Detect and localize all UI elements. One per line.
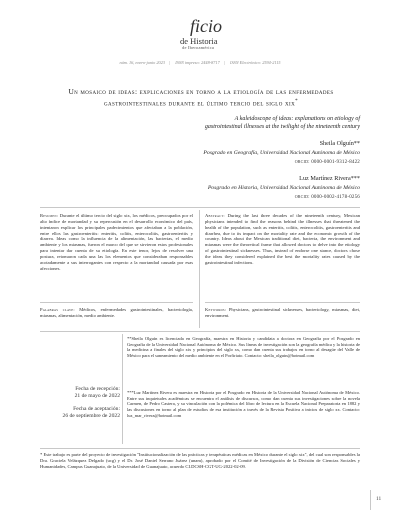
author-orcid: orcid: 0000-0001-9312-8422 <box>294 160 360 165</box>
resumen-text: Durante el último tercio del siglo xix, los médicos, preocupados por el alto índice de mortandad y su repercusión en el desarrollo económico del país, intentaron explicar los principales padecimientos que afectaban a la población, entre ellos las gastroenteritis: enteritis, colitis, enterocolitis, gastroenteritis y diarrea. Ideas como la influencia de la alimentación, las bacterias, el medio ambiente y los miasmas, fueron el marco del que se sirvieron estos profesionales para intentar dar cuenta de su etiología. En este tenor, lejos de resolver una postura, retomaron cada una las los elementos que consideraban responsables acotadamente a sus interrogantes con respecto a la mortandad causada por esas afecciones. <box>40 213 193 271</box>
accepted-date: 26 de septiembre de 2022 <box>62 413 120 419</box>
article-title-en: A kaleidoscope of ideas: explanations on etiology of gastrointestinal illnesses at the twilight of the nineteenth century <box>204 116 360 130</box>
resumen-label: Resumen: <box>40 213 59 218</box>
author-name: Luz Martínez Rivera*** <box>299 175 360 182</box>
logo-main-text: de Historia <box>180 36 218 46</box>
palabras-label: Palabras clave: <box>40 307 75 312</box>
author-bio-2: ***Luz Martínez Rivera es maestra en Historia por el Posgrado en Historia de la Universidad Nacional Autónoma de México. Entre sus inquietudes académicas se encuentra el análisis de discursos, como dan cuenta sus investigaciones sobre la novela Carmen, de Pedro Castera, y su vinculación con la polémica del libro de lectura en la Escuela Nacional Preparatoria en 1882 y las discusiones en torno al plan de estudios de esa institución a través de la Revista Positiva a inicios de siglo xx. Contacto: luz_mar_rivera@hotmail.com <box>127 390 360 418</box>
title-footnote-mark: * <box>295 99 298 104</box>
author-block-2 <box>208 175 360 200</box>
logo-sub-text: de Iberoamérica <box>182 45 215 50</box>
issue-info: núm. 16, enero-junio 2023 <box>119 60 165 65</box>
author-affiliation: Posgrado en Geografía, Universidad Nacional Autónoma de México <box>203 150 360 156</box>
resumen-block <box>40 213 193 271</box>
accepted-label: Fecha de aceptación: <box>73 406 120 412</box>
rule-top <box>40 207 360 208</box>
author-orcid: orcid: 0000-0002-4178-0256 <box>294 195 360 200</box>
received-block <box>40 386 120 400</box>
rule-keywords-left <box>40 302 193 303</box>
keywords-text: Physicians, gastrointestinal sicknesses, bacteriology, miasmas, diet, environment. <box>205 307 360 318</box>
abstract-label: Abstract: <box>205 213 225 218</box>
author-block-1 <box>203 140 360 165</box>
abstract-block <box>205 213 360 266</box>
issn-online: ISSN Electrónico: 2594-2115 <box>230 60 281 65</box>
palabras-clave-block <box>40 307 193 319</box>
issn-print: ISSN impreso: 2448-8717 <box>175 60 220 65</box>
abstract-text: During the last three decades of the nineteenth century, Mexican physicians intended to find the reasons behind the illnesses that threatened the health of the population, such as enteritis, colitis, enterocolitis, gastroenteritis and diarrhea, due to its impact on the mortality rate and the economic growth of the country. Ideas about the Mexican traditional diet, bacteria, the environment and miasmas were the theoretical frame that allowed doctors to delve into the etiology of gastrointestinal sicknesses. Thus, instead of endorse one stance, doctors chose the ideas they considered explained the best the mortality rates caused by the gastrointestinal infections. <box>205 213 361 265</box>
rule-keywords-right <box>205 302 360 303</box>
footnote-rule <box>40 448 360 449</box>
palabras-text: Médicos, enfermedades gastrointestinales, bacteriología, miasmas, alimentación, medio ambiente. <box>40 307 193 318</box>
column-divider <box>199 210 200 328</box>
title-footnote: * Este trabajo es parte del proyecto de investigación "Institucionalización de las prácticas y terapéuticas médicas en México durante el siglo xix", del cual son responsables la Dra. Graciela Velázquez Delgado (ucg) y el Dr. José Daniel Serrano Juárez (unam), aprobado por el Comité de Investigación de la División de Ciencias Sociales y Humanidades, Campus Guanajuato, de la Universidad de Guanajuato, acuerdo CI.DCSH-CGT-UG-2022-02-09. <box>40 452 360 469</box>
keywords-block <box>205 307 360 319</box>
rule-bottom <box>40 331 360 332</box>
author-name: Sheila Olguín** <box>319 140 360 147</box>
article-title-es <box>40 87 362 108</box>
author-affiliation: Posgrado en Historia, Universidad Nacional Autónoma de México <box>207 185 360 191</box>
bio-divider <box>122 334 123 444</box>
page-number-bar <box>370 490 371 510</box>
issue-meta: núm. 16, enero-junio 2023 | ISSN impreso: 2448-8717 | ISSN Electrónico: 2594-2115 <box>119 60 281 65</box>
received-date: 21 de mayo de 2022 <box>74 393 120 399</box>
journal-logo <box>171 16 241 36</box>
keywords-label: Keywords: <box>205 307 227 312</box>
logo-script: ficio <box>190 16 222 36</box>
page-number: 11 <box>376 496 382 502</box>
received-label: Fecha de recepción: <box>75 386 120 392</box>
author-bio-1: **Sheila Olguín es licenciada en Geografía, maestra en Historia y candidata a doctora en Geografía por el Posgrado en Geografía de la Universidad Nacional Autónoma de México. Sus líneas de investigación son la geografía médica y la historia de la medicina a finales del siglo xix y principios del siglo xx, como dan cuenta sus trabajos en torno al desagüe del Valle de México para el saneamiento del medio ambiente en el Porfiriato. Contacto: sheila_olguin@hotmail.com <box>127 336 360 358</box>
title-es-text: Un mosaico de ideas: explicaciones en torno a la etiología de las enfermedades gastrointestinales durante el último tercio del siglo xix <box>68 87 334 108</box>
accepted-block <box>40 406 120 420</box>
